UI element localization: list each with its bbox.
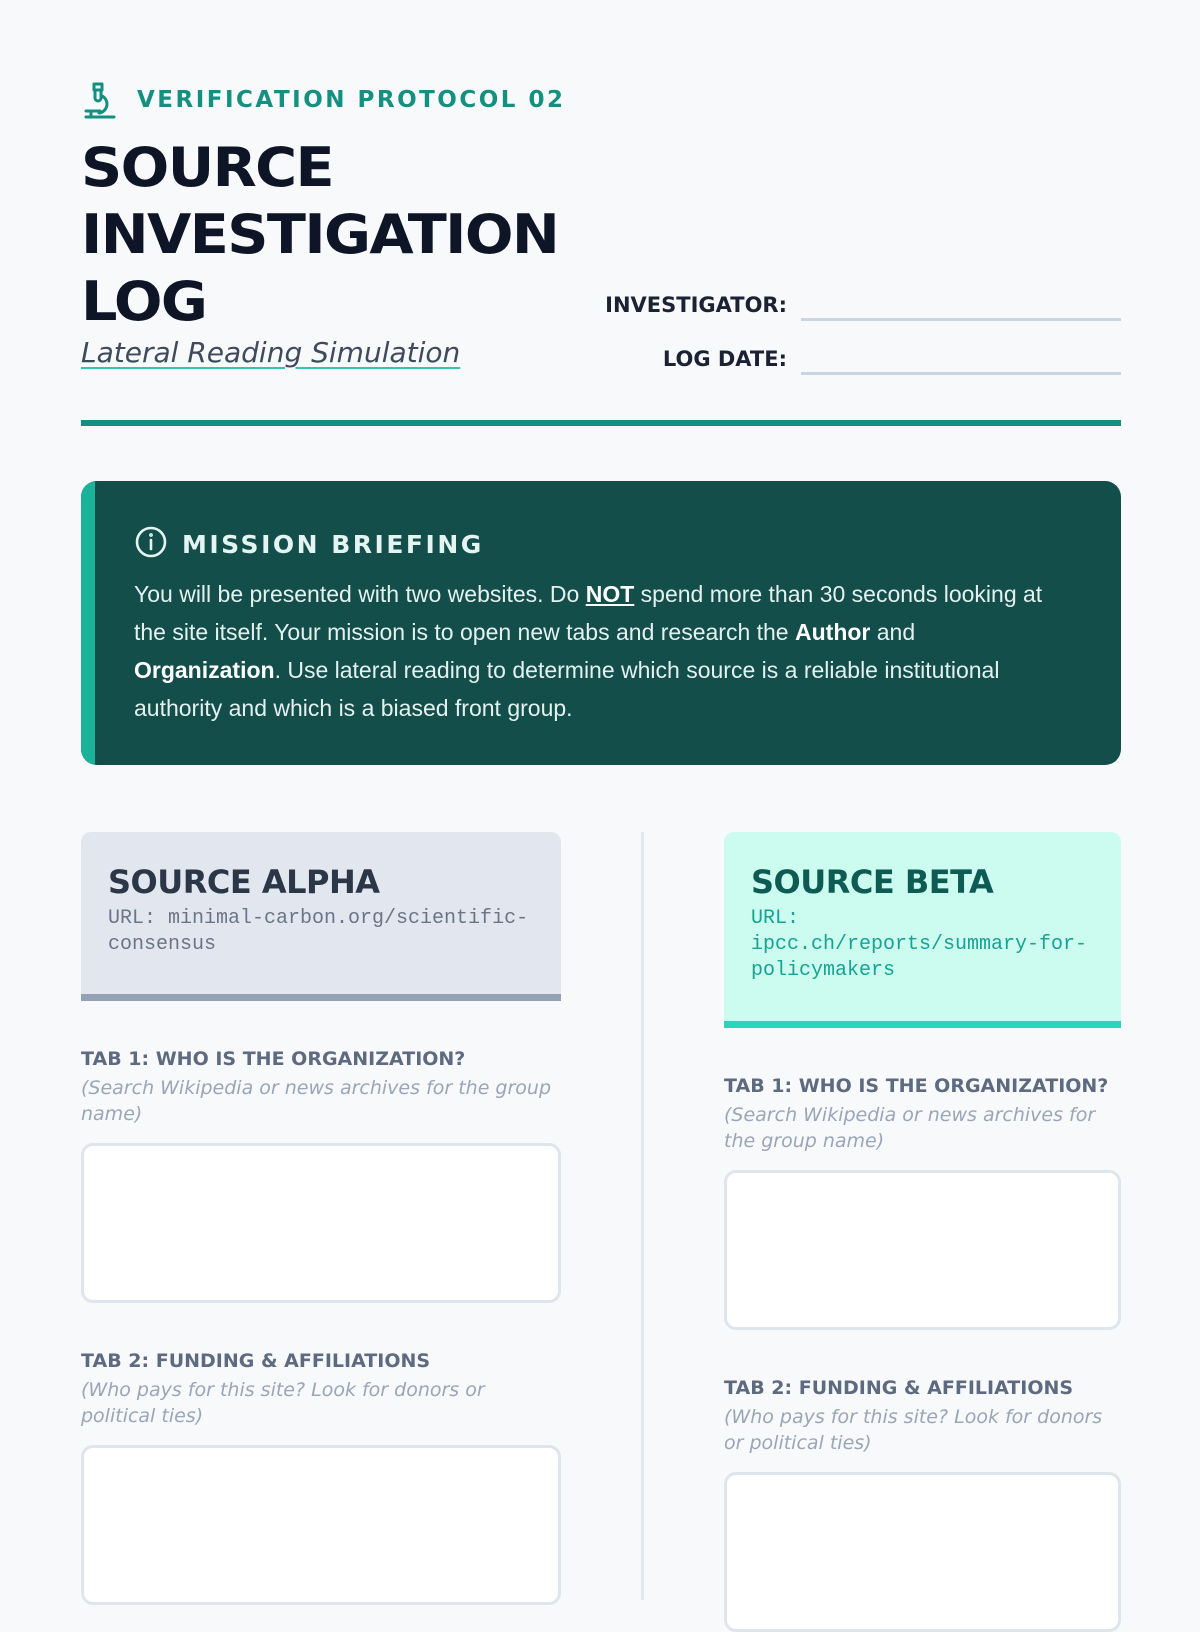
- briefing-text-part: You will be presented with two websites. Do: [134, 581, 586, 607]
- source-beta-column: [724, 832, 1121, 1632]
- tab-hint: (Who pays for this site? Look for donors or political ties): [724, 1406, 1103, 1454]
- briefing-text: [134, 575, 1054, 727]
- briefing-header: [134, 525, 484, 564]
- answer-box[interactable]: [81, 1143, 561, 1303]
- beta-tab-1: [724, 1074, 1121, 1330]
- alpha-tab-2: [81, 1349, 561, 1605]
- tab-hint: (Who pays for this site? Look for donors or political ties): [81, 1379, 485, 1427]
- url-value: ipcc.ch/reports/summary-for-policymakers: [751, 933, 1088, 982]
- answer-box[interactable]: [724, 1170, 1121, 1330]
- investigator-input-line[interactable]: [801, 288, 1121, 321]
- title-line: LOG: [81, 270, 207, 333]
- log-date-input-line[interactable]: [801, 342, 1121, 375]
- source-beta-name: SOURCE BETA: [751, 863, 994, 901]
- briefing-bold-organization: Organization: [134, 657, 275, 683]
- briefing-accent-stripe: [81, 481, 95, 765]
- source-beta-url: [751, 906, 1095, 984]
- worksheet-page: [81, 0, 1121, 1600]
- title-line: INVESTIGATION: [81, 203, 559, 266]
- protocol-label: VERIFICATION PROTOCOL 02: [137, 87, 566, 113]
- answer-box[interactable]: [81, 1445, 561, 1605]
- briefing-bold-author: Author: [795, 619, 871, 645]
- source-alpha-url: URL: minimal-carbon.org/scientific-consensus: [108, 907, 529, 956]
- source-alpha-name: SOURCE ALPHA: [108, 863, 380, 901]
- tab-hint: (Search Wikipedia or news archives for the group name): [81, 1077, 552, 1125]
- microscope-icon: [81, 81, 119, 119]
- source-alpha-column: [81, 832, 561, 1605]
- protocol-header: [81, 80, 565, 120]
- tab-hint: (Search Wikipedia or news archives for the group name): [724, 1104, 1096, 1152]
- tab-title: TAB 1: WHO IS THE ORGANIZATION?: [81, 1048, 466, 1070]
- briefing-title: MISSION BRIEFING: [182, 530, 484, 559]
- source-beta-card: [724, 832, 1121, 1028]
- briefing-emphasis-not: NOT: [585, 581, 635, 607]
- answer-box[interactable]: [724, 1472, 1121, 1632]
- investigator-field: [577, 288, 1121, 321]
- header-divider: [81, 420, 1121, 426]
- briefing-text-part: . Use lateral reading to determine which source is a reliable institutional authority and which is a biased front group.: [134, 657, 1000, 721]
- title-line: SOURCE: [81, 136, 334, 199]
- briefing-text-part: spend more than 30 seconds looking at the site itself. Your mission is to open new tabs and research the: [134, 581, 1043, 645]
- tab-title: TAB 2: FUNDING & AFFILIATIONS: [81, 1350, 431, 1372]
- info-circle-icon: [134, 525, 168, 564]
- page-title: [81, 134, 632, 335]
- briefing-text-part: and: [870, 619, 916, 645]
- log-date-field: [577, 342, 1121, 375]
- page-subtitle: Lateral Reading Simulation: [81, 336, 461, 369]
- alpha-tab-1: [81, 1047, 561, 1303]
- url-label: URL:: [751, 907, 800, 930]
- mission-briefing-box: [81, 481, 1121, 765]
- source-alpha-card: [81, 832, 561, 1001]
- tab-title: TAB 1: WHO IS THE ORGANIZATION?: [724, 1075, 1109, 1097]
- tab-title: TAB 2: FUNDING & AFFILIATIONS: [724, 1377, 1074, 1399]
- column-divider: [641, 832, 644, 1600]
- beta-tab-2: [724, 1376, 1121, 1632]
- log-date-label: LOG DATE:: [662, 347, 787, 371]
- investigator-label: INVESTIGATOR:: [605, 293, 787, 317]
